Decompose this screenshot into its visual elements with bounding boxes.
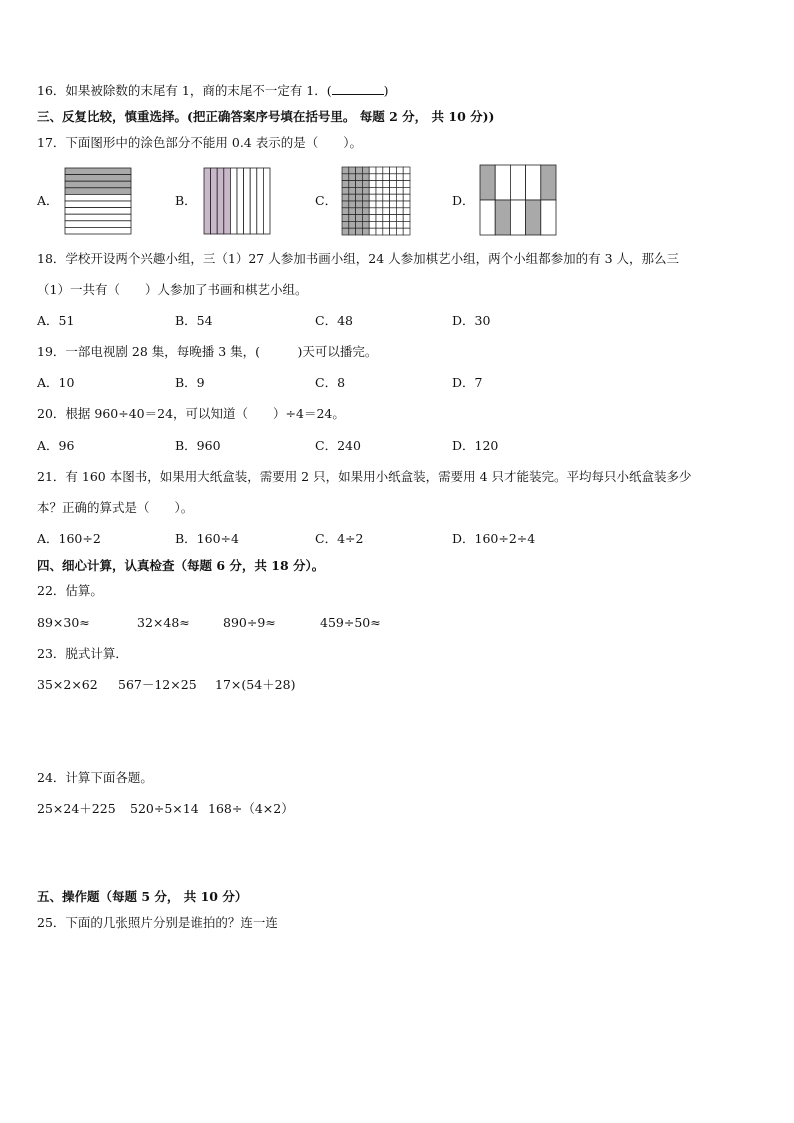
answer-blank[interactable] [332, 82, 384, 95]
grid-cell [390, 208, 397, 215]
grid-cell [342, 181, 349, 188]
strip-cell [65, 168, 131, 175]
grid-cell [376, 181, 383, 188]
grid-cell [369, 174, 376, 181]
grid-cell [356, 167, 363, 174]
grid-cell [396, 167, 403, 174]
grid-cell [356, 221, 363, 228]
q17-figure-d [479, 164, 557, 236]
q21-option-a[interactable]: A．160÷2 [37, 531, 101, 546]
part-cell [495, 165, 510, 200]
grid-cell [390, 221, 397, 228]
grid-cell [390, 194, 397, 201]
grid-cell [369, 228, 376, 235]
grid-cell [342, 167, 349, 174]
grid-cell [390, 201, 397, 208]
q17-option-b-label: B． [175, 193, 197, 208]
grid-cell [383, 221, 390, 228]
grid-cell [376, 167, 383, 174]
grid-cell [369, 181, 376, 188]
grid-cell [403, 215, 410, 222]
grid-cell [383, 174, 390, 181]
grid-cell [376, 201, 383, 208]
grid-cell [403, 228, 410, 235]
grid-cell [376, 215, 383, 222]
grid-cell [383, 208, 390, 215]
grid-cell [403, 187, 410, 194]
grid-cell [349, 194, 356, 201]
grid-cell [369, 221, 376, 228]
grid-cell [356, 187, 363, 194]
q24-item: 25×24＋225 [37, 801, 116, 816]
grid-cell [376, 194, 383, 201]
grid-cell [390, 167, 397, 174]
q16-close: ) [383, 83, 389, 98]
q23-item: 567－12×25 [118, 677, 197, 692]
q20-option-c[interactable]: C．240 [315, 438, 361, 453]
q22-item: 459÷50≈ [320, 615, 381, 630]
grid-cell [390, 228, 397, 235]
part-cell [480, 200, 495, 235]
strip-cell [65, 188, 131, 195]
strip-cell [230, 168, 237, 234]
q18-option-c[interactable]: C．48 [315, 313, 353, 328]
question-20-stem: 20．根据 960÷40＝24，可以知道（ ）÷4＝24。 [37, 406, 345, 421]
q20-option-a[interactable]: A．96 [37, 438, 75, 453]
grid-cell [369, 215, 376, 222]
question-22-stem: 22．估算。 [37, 583, 103, 598]
q17-figure-b [203, 167, 271, 235]
grid-cell [356, 201, 363, 208]
part-cell [495, 200, 510, 235]
grid-cell [356, 194, 363, 201]
grid-cell [342, 228, 349, 235]
grid-cell [342, 194, 349, 201]
q19-option-b[interactable]: B．9 [175, 375, 205, 390]
grid-cell [369, 201, 376, 208]
grid-cell [403, 174, 410, 181]
strip-cell [257, 168, 264, 234]
grid-cell [362, 201, 369, 208]
strip-cell [65, 194, 131, 201]
part-cell [480, 165, 495, 200]
question-21-line-1: 21．有 160 本图书，如果用大纸盒装，需要用 2 只，如果用小纸盒装，需要用 4 只才能装完。平均每只小纸盒装多少 [37, 469, 692, 484]
strip-cell [224, 168, 231, 234]
grid-cell [396, 228, 403, 235]
grid-cell [383, 228, 390, 235]
q23-item: 17×(54＋28) [215, 677, 296, 692]
question-24-stem: 24．计算下面各题。 [37, 770, 153, 785]
grid-cell [396, 174, 403, 181]
grid-cell [342, 215, 349, 222]
grid-cell [376, 221, 383, 228]
grid-cell [390, 215, 397, 222]
strip-cell [211, 168, 218, 234]
grid-cell [396, 208, 403, 215]
question-19-stem: 19．一部电视剧 28 集，每晚播 3 集，( )天可以播完。 [37, 344, 378, 359]
q19-option-d[interactable]: D．7 [452, 375, 483, 390]
grid-cell [376, 228, 383, 235]
grid-cell [383, 167, 390, 174]
strip-cell [65, 208, 131, 215]
grid-cell [342, 201, 349, 208]
grid-cell [383, 201, 390, 208]
grid-cell [349, 215, 356, 222]
strip-cell [65, 214, 131, 221]
grid-cell [349, 181, 356, 188]
grid-cell [349, 208, 356, 215]
grid-cell [349, 201, 356, 208]
grid-cell [403, 167, 410, 174]
grid-cell [390, 187, 397, 194]
strip-cell [65, 181, 131, 188]
grid-cell [369, 208, 376, 215]
strip-cell [204, 168, 211, 234]
grid-cell [362, 187, 369, 194]
grid-cell [376, 208, 383, 215]
q22-item: 32×48≈ [137, 615, 190, 630]
question-16 [37, 82, 389, 99]
part-cell [541, 165, 556, 200]
q17-option-a-label: A． [37, 193, 59, 208]
q18-option-a[interactable]: A．51 [37, 313, 75, 328]
q20-option-d[interactable]: D．120 [452, 438, 499, 453]
strip-cell [244, 168, 251, 234]
question-18-line-2: （1）一共有（ ）人参加了书画和棋艺小组。 [37, 282, 308, 297]
grid-cell [383, 181, 390, 188]
grid-cell [396, 194, 403, 201]
grid-cell [356, 181, 363, 188]
grid-cell [403, 181, 410, 188]
section-5-heading: 五、操作题（每题 5 分， 共 10 分） [37, 889, 248, 904]
q17-figure-a [64, 167, 132, 235]
grid-cell [396, 201, 403, 208]
strip-cell [250, 168, 257, 234]
q18-option-b[interactable]: B．54 [175, 313, 213, 328]
q22-item: 890÷9≈ [223, 615, 276, 630]
grid-cell [342, 187, 349, 194]
grid-cell [396, 215, 403, 222]
grid-cell [342, 174, 349, 181]
question-21-line-2: 本？正确的算式是（ ）。 [37, 500, 194, 515]
q21-option-b[interactable]: B．160÷4 [175, 531, 239, 546]
grid-cell [376, 187, 383, 194]
q16-text: 16．如果被除数的末尾有 1，商的末尾不一定有 1．( [37, 83, 332, 98]
grid-cell [390, 181, 397, 188]
grid-cell [403, 208, 410, 215]
grid-cell [403, 201, 410, 208]
q22-item: 89×30≈ [37, 615, 90, 630]
q19-option-a[interactable]: A．10 [37, 375, 75, 390]
grid-cell [362, 174, 369, 181]
q21-option-d[interactable]: D．160÷2÷4 [452, 531, 536, 546]
grid-cell [376, 174, 383, 181]
grid-cell [362, 181, 369, 188]
part-cell [510, 165, 525, 200]
q23-item: 35×2×62 [37, 677, 98, 692]
grid-cell [383, 187, 390, 194]
grid-cell [349, 228, 356, 235]
q24-item: 520÷5×14 [130, 801, 199, 816]
part-cell [510, 200, 525, 235]
section-4-heading: 四、细心计算，认真检查（每题 6 分，共 18 分）。 [37, 558, 325, 573]
strip-cell [263, 168, 270, 234]
grid-cell [356, 174, 363, 181]
strip-cell [217, 168, 224, 234]
grid-cell [349, 187, 356, 194]
question-18-line-1: 18．学校开设两个兴趣小组，三（1）27 人参加书画小组，24 人参加棋艺小组，两个小组都参加的有 3 人，那么三 [37, 251, 680, 266]
question-17-stem: 17．下面图形中的涂色部分不能用 0.4 表示的是（ ）。 [37, 135, 362, 150]
strip-cell [237, 168, 244, 234]
grid-cell [349, 167, 356, 174]
grid-cell [403, 221, 410, 228]
q24-item: 168÷（4×2） [208, 801, 294, 816]
grid-cell [383, 215, 390, 222]
q17-option-d-label: D． [452, 193, 475, 208]
grid-cell [403, 194, 410, 201]
strip-cell [65, 227, 131, 234]
grid-cell [349, 174, 356, 181]
grid-cell [342, 221, 349, 228]
grid-cell [356, 208, 363, 215]
grid-cell [396, 181, 403, 188]
strip-cell [65, 175, 131, 182]
grid-cell [342, 208, 349, 215]
question-25-stem: 25．下面的几张照片分别是谁拍的？连一连 [37, 915, 278, 930]
grid-cell [362, 221, 369, 228]
grid-cell [396, 221, 403, 228]
grid-cell [362, 208, 369, 215]
q19-option-c[interactable]: C．8 [315, 375, 346, 390]
q21-option-c[interactable]: C．4÷2 [315, 531, 364, 546]
grid-cell [362, 167, 369, 174]
q17-option-c-label: C． [315, 193, 338, 208]
grid-cell [383, 194, 390, 201]
strip-cell [65, 201, 131, 208]
grid-cell [369, 187, 376, 194]
strip-cell [65, 221, 131, 228]
grid-cell [362, 215, 369, 222]
grid-cell [356, 215, 363, 222]
grid-cell [362, 228, 369, 235]
section-3-heading: 三、反复比较，慎重选择。(把正确答案序号填在括号里。 每题 2 分， 共 10 分)) [37, 109, 495, 124]
q17-figure-c [341, 166, 411, 236]
q20-option-b[interactable]: B．960 [175, 438, 221, 453]
grid-cell [349, 221, 356, 228]
grid-cell [390, 174, 397, 181]
q18-option-d[interactable]: D．30 [452, 313, 491, 328]
grid-cell [362, 194, 369, 201]
part-cell [526, 200, 541, 235]
grid-cell [356, 228, 363, 235]
grid-cell [396, 187, 403, 194]
part-cell [541, 200, 556, 235]
grid-cell [369, 194, 376, 201]
grid-cell [369, 167, 376, 174]
question-23-stem: 23．脱式计算． [37, 646, 128, 661]
part-cell [526, 165, 541, 200]
